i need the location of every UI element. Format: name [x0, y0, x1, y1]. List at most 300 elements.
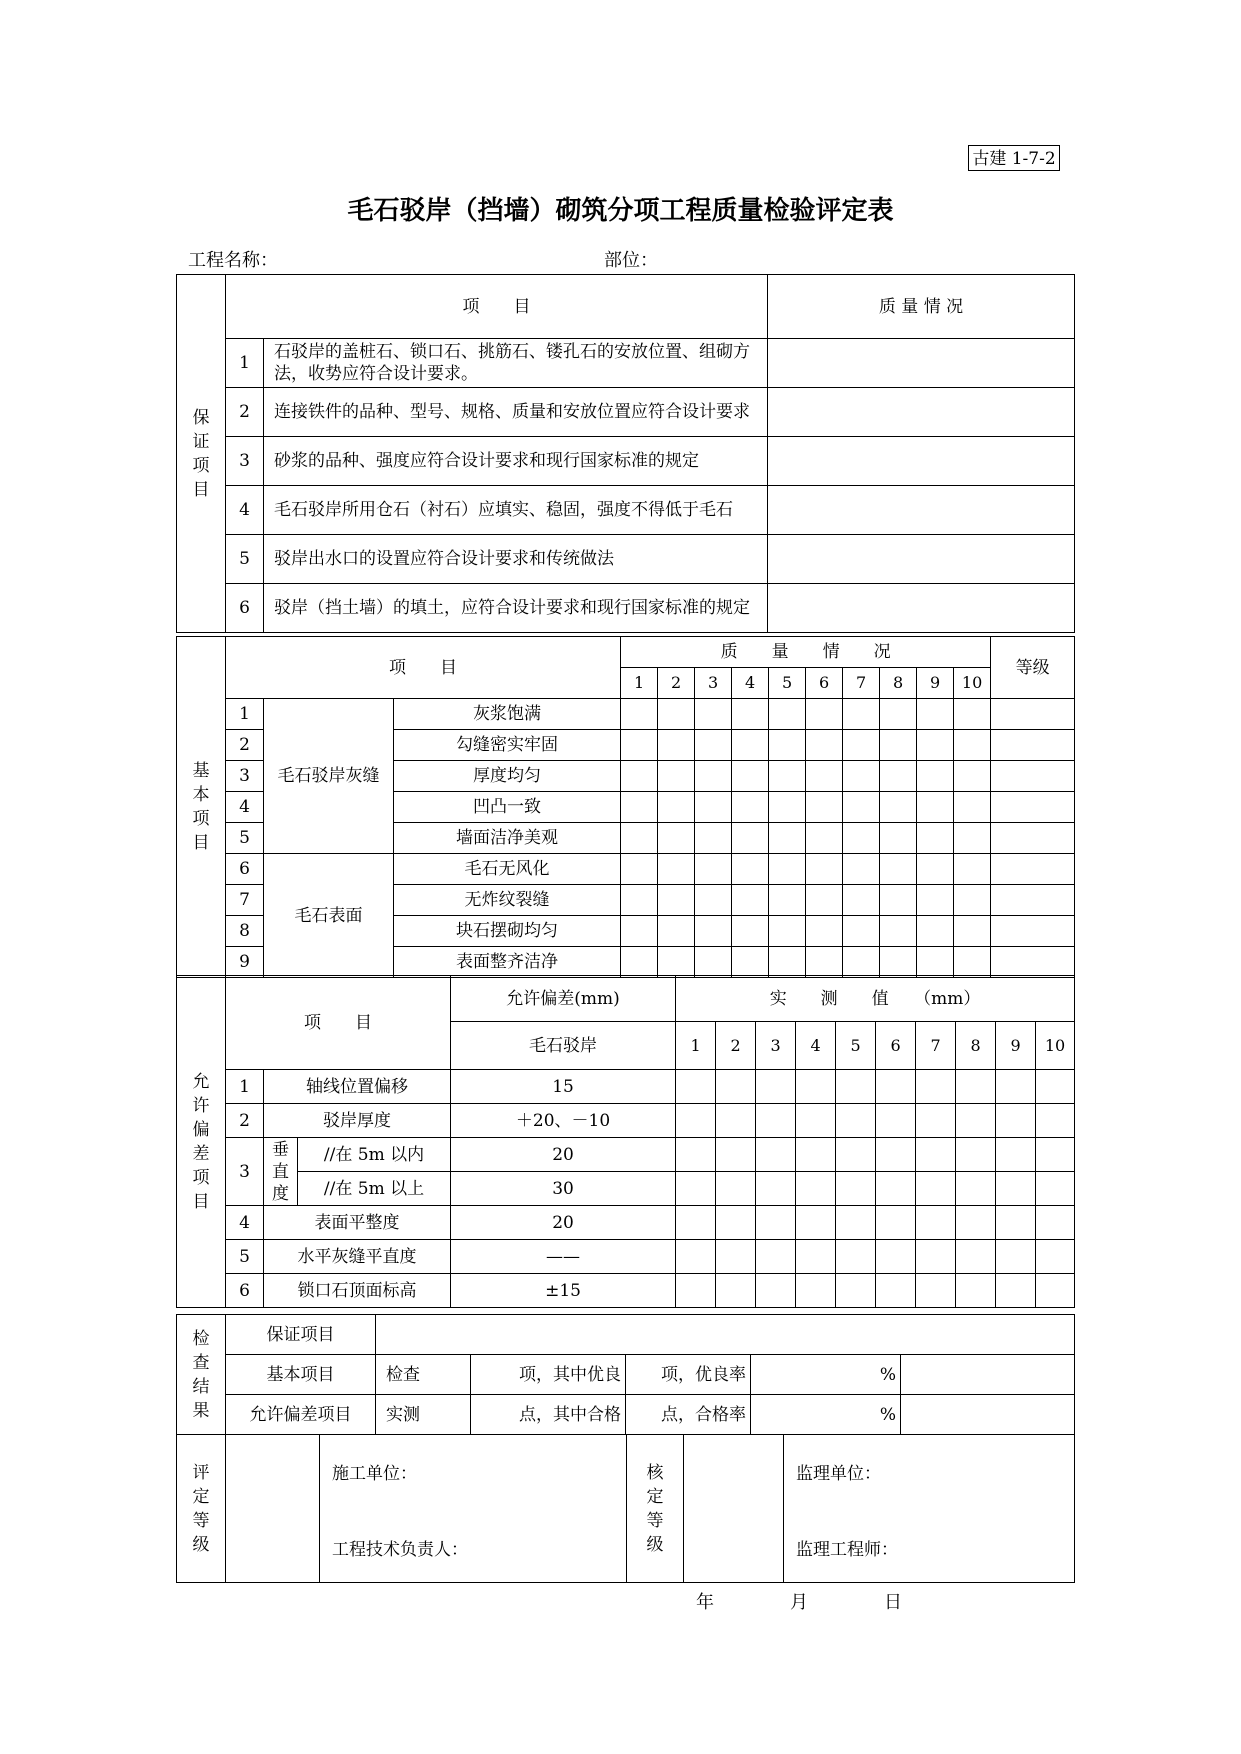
measured-cell[interactable]	[1036, 1070, 1075, 1104]
quality-cell[interactable]	[880, 947, 917, 978]
quality-cell[interactable]	[769, 947, 806, 978]
quality-cell[interactable]	[695, 761, 732, 792]
tolerance-value: 30	[451, 1172, 676, 1206]
basic-col-header: 3	[695, 668, 732, 699]
table-row	[177, 584, 1075, 633]
quality-cell[interactable]	[732, 885, 769, 916]
form-code: 古建 1-7-2	[968, 145, 1060, 171]
measured-cell[interactable]	[996, 1274, 1036, 1308]
table-row	[177, 1274, 1075, 1308]
table-row	[177, 1172, 1075, 1206]
construction-unit-label: 施工单位：	[332, 1464, 417, 1484]
inspection-basic-mid: 项，其中优良	[471, 1355, 626, 1395]
basic-col-header: 6	[806, 668, 843, 699]
basic-col-header: 1	[621, 668, 658, 699]
quality-cell[interactable]	[806, 730, 843, 761]
measured-cell[interactable]	[796, 1070, 836, 1104]
inspection-allowable-blank	[901, 1395, 1075, 1435]
inspection-basic-rate: 项，优良率	[626, 1355, 751, 1395]
measured-cell[interactable]	[716, 1274, 756, 1308]
quality-cell[interactable]	[658, 823, 695, 854]
quality-cell[interactable]	[621, 761, 658, 792]
measured-cell[interactable]	[956, 1240, 996, 1274]
item-no: 2	[226, 730, 264, 761]
quality-cell[interactable]	[768, 388, 1075, 437]
measured-cell[interactable]	[956, 1070, 996, 1104]
quality-cell[interactable]	[621, 792, 658, 823]
quality-cell[interactable]	[954, 885, 991, 916]
measured-cell[interactable]	[836, 1172, 876, 1206]
quality-cell[interactable]	[954, 916, 991, 947]
measured-cell[interactable]	[676, 1274, 716, 1308]
measured-cell[interactable]	[876, 1070, 916, 1104]
item-text: 墙面洁净美观	[394, 823, 621, 854]
measured-cell[interactable]	[876, 1104, 916, 1138]
measured-cell[interactable]	[956, 1206, 996, 1240]
measured-cell[interactable]	[1036, 1172, 1075, 1206]
measured-cell[interactable]	[916, 1172, 956, 1206]
item-no: 5	[226, 823, 264, 854]
evaluation-grade-label: 评 定 等 级	[177, 1435, 226, 1583]
measured-cell[interactable]	[996, 1138, 1036, 1172]
measured-cell[interactable]	[996, 1070, 1036, 1104]
grade-cell[interactable]	[991, 947, 1075, 978]
item-no: 6	[226, 584, 264, 633]
quality-cell[interactable]	[732, 854, 769, 885]
quality-cell[interactable]	[917, 699, 954, 730]
quality-cell[interactable]	[658, 916, 695, 947]
quality-cell[interactable]	[732, 730, 769, 761]
measured-cell[interactable]	[756, 1104, 796, 1138]
measured-col-header: 8	[956, 1022, 996, 1070]
quality-cell[interactable]	[954, 761, 991, 792]
quality-cell[interactable]	[621, 885, 658, 916]
measured-cell[interactable]	[796, 1240, 836, 1274]
measured-cell[interactable]	[716, 1206, 756, 1240]
measured-cell[interactable]	[956, 1138, 996, 1172]
construction-signature	[320, 1435, 627, 1583]
quality-cell[interactable]	[695, 823, 732, 854]
measured-cell[interactable]	[756, 1172, 796, 1206]
basic-col-header: 5	[769, 668, 806, 699]
measured-cell[interactable]	[676, 1104, 716, 1138]
vertical-label: 垂 直 度	[264, 1138, 298, 1206]
quality-cell[interactable]	[954, 823, 991, 854]
quality-cell[interactable]	[658, 947, 695, 978]
quality-cell[interactable]	[917, 823, 954, 854]
quality-cell[interactable]	[954, 854, 991, 885]
measured-cell[interactable]	[916, 1206, 956, 1240]
grade-cell[interactable]	[991, 730, 1075, 761]
basic-group-surface: 毛石表面	[264, 854, 394, 978]
quality-cell[interactable]	[658, 792, 695, 823]
measured-cell[interactable]	[756, 1206, 796, 1240]
item-text: 表面平整度	[264, 1206, 451, 1240]
item-text: //在 5m 以内	[298, 1138, 451, 1172]
table-row	[177, 1240, 1075, 1274]
measured-cell[interactable]	[916, 1104, 956, 1138]
item-text: 水平灰缝平直度	[264, 1240, 451, 1274]
measured-cell[interactable]	[836, 1104, 876, 1138]
quality-cell[interactable]	[768, 486, 1075, 535]
date-month: 月	[790, 1592, 808, 1613]
quality-cell[interactable]	[695, 885, 732, 916]
item-no: 4	[226, 486, 264, 535]
allowable-item-header: 项 目	[226, 976, 451, 1070]
quality-cell[interactable]	[769, 916, 806, 947]
measured-cell[interactable]	[956, 1172, 996, 1206]
quality-cell[interactable]	[843, 761, 880, 792]
verify-grade-value[interactable]	[684, 1435, 784, 1583]
measured-col-header: 9	[996, 1022, 1036, 1070]
quality-cell[interactable]	[621, 947, 658, 978]
measured-cell[interactable]	[676, 1172, 716, 1206]
table-row	[177, 1395, 1075, 1435]
item-no: 4	[226, 792, 264, 823]
tech-lead-label: 工程技术负责人：	[332, 1540, 468, 1560]
measured-cell[interactable]	[676, 1240, 716, 1274]
quality-cell[interactable]	[732, 916, 769, 947]
inspection-guarantee-value[interactable]	[376, 1315, 1075, 1355]
measured-cell[interactable]	[756, 1240, 796, 1274]
measured-col-header: 4	[796, 1022, 836, 1070]
item-no: 5	[226, 1240, 264, 1274]
quality-cell[interactable]	[880, 916, 917, 947]
quality-cell[interactable]	[806, 792, 843, 823]
table-row	[177, 437, 1075, 486]
measured-cell[interactable]	[876, 1172, 916, 1206]
quality-cell[interactable]	[954, 699, 991, 730]
quality-cell[interactable]	[880, 699, 917, 730]
quality-cell[interactable]	[769, 792, 806, 823]
quality-cell[interactable]	[695, 916, 732, 947]
quality-cell[interactable]	[695, 947, 732, 978]
measured-col-header: 5	[836, 1022, 876, 1070]
table-row	[177, 1104, 1075, 1138]
quality-cell[interactable]	[843, 730, 880, 761]
quality-cell[interactable]	[806, 916, 843, 947]
quality-cell[interactable]	[732, 699, 769, 730]
tolerance-header: 允许偏差(mm)	[451, 976, 676, 1022]
item-no: 9	[226, 947, 264, 978]
quality-cell[interactable]	[732, 761, 769, 792]
quality-cell[interactable]	[732, 792, 769, 823]
table-row	[177, 486, 1075, 535]
quality-cell[interactable]	[880, 792, 917, 823]
quality-cell[interactable]	[732, 823, 769, 854]
item-text: 毛石无风化	[394, 854, 621, 885]
quality-cell[interactable]	[917, 854, 954, 885]
grade-cell[interactable]	[991, 823, 1075, 854]
supervision-engineer-label: 监理工程师：	[796, 1540, 898, 1560]
grade-cell[interactable]	[991, 854, 1075, 885]
basic-quality-header: 质 量 情 况	[621, 637, 991, 668]
basic-col-header: 4	[732, 668, 769, 699]
quality-cell[interactable]	[917, 916, 954, 947]
basic-col-header: 9	[917, 668, 954, 699]
quality-cell[interactable]	[917, 730, 954, 761]
supervision-signature	[784, 1435, 1075, 1583]
item-no: 5	[226, 535, 264, 584]
measured-cell[interactable]	[996, 1172, 1036, 1206]
quality-cell[interactable]	[917, 885, 954, 916]
measured-cell[interactable]	[1036, 1104, 1075, 1138]
quality-cell[interactable]	[658, 761, 695, 792]
table-row	[177, 1355, 1075, 1395]
tolerance-value: 20	[451, 1138, 676, 1172]
page-title: 毛石驳岸（挡墙）砌筑分项工程质量检验评定表	[347, 196, 894, 226]
inspection-allowable-check: 实测	[376, 1395, 471, 1435]
quality-cell[interactable]	[769, 761, 806, 792]
quality-cell[interactable]	[917, 947, 954, 978]
quality-cell[interactable]	[806, 699, 843, 730]
quality-cell[interactable]	[880, 854, 917, 885]
quality-cell[interactable]	[769, 823, 806, 854]
measured-cell[interactable]	[916, 1274, 956, 1308]
inspection-allowable-percent: %	[751, 1395, 901, 1435]
table-row	[177, 699, 1075, 730]
measured-cell[interactable]	[796, 1274, 836, 1308]
measured-cell[interactable]	[836, 1274, 876, 1308]
item-text: 灰浆饱满	[394, 699, 621, 730]
quality-cell[interactable]	[954, 792, 991, 823]
item-no: 2	[226, 388, 264, 437]
measured-cell[interactable]	[676, 1206, 716, 1240]
quality-cell[interactable]	[621, 854, 658, 885]
measured-cell[interactable]	[956, 1104, 996, 1138]
measured-col-header: 3	[756, 1022, 796, 1070]
basic-table	[176, 636, 1075, 978]
measured-cell[interactable]	[836, 1138, 876, 1172]
measured-col-header: 1	[676, 1022, 716, 1070]
item-text: 块石摆砌均匀	[394, 916, 621, 947]
quality-cell[interactable]	[769, 699, 806, 730]
measured-cell[interactable]	[756, 1274, 796, 1308]
quality-cell[interactable]	[843, 699, 880, 730]
quality-cell[interactable]	[769, 730, 806, 761]
measured-cell[interactable]	[1036, 1138, 1075, 1172]
measured-cell[interactable]	[1036, 1206, 1075, 1240]
item-text: //在 5m 以上	[298, 1172, 451, 1206]
quality-cell[interactable]	[621, 823, 658, 854]
quality-cell[interactable]	[843, 854, 880, 885]
inspection-allowable-mid: 点，其中合格	[471, 1395, 626, 1435]
measured-cell[interactable]	[876, 1206, 916, 1240]
item-text: 驳岸厚度	[264, 1104, 451, 1138]
quality-cell[interactable]	[806, 823, 843, 854]
quality-cell[interactable]	[843, 823, 880, 854]
measured-cell[interactable]	[876, 1240, 916, 1274]
guarantee-quality-header: 质 量 情 况	[768, 275, 1075, 339]
measured-cell[interactable]	[836, 1070, 876, 1104]
quality-cell[interactable]	[695, 730, 732, 761]
quality-cell[interactable]	[658, 854, 695, 885]
measured-cell[interactable]	[716, 1138, 756, 1172]
quality-cell[interactable]	[843, 947, 880, 978]
measured-cell[interactable]	[876, 1274, 916, 1308]
tolerance-value: 20	[451, 1206, 676, 1240]
quality-cell[interactable]	[695, 854, 732, 885]
quality-cell[interactable]	[768, 535, 1075, 584]
quality-cell[interactable]	[880, 823, 917, 854]
date-year: 年	[696, 1592, 714, 1613]
inspection-table	[176, 1314, 1075, 1435]
basic-group-mortar: 毛石驳岸灰缝	[264, 699, 394, 854]
quality-cell[interactable]	[880, 730, 917, 761]
quality-cell[interactable]	[880, 885, 917, 916]
measured-cell[interactable]	[876, 1138, 916, 1172]
quality-cell[interactable]	[658, 730, 695, 761]
allowable-section-label: 允 许 偏 差 项 目	[177, 976, 226, 1308]
tolerance-value: ＋20、－10	[451, 1104, 676, 1138]
measured-cell[interactable]	[796, 1104, 836, 1138]
measured-cell[interactable]	[716, 1172, 756, 1206]
item-no: 3	[226, 437, 264, 486]
quality-cell[interactable]	[880, 761, 917, 792]
item-no: 3	[226, 1138, 264, 1206]
quality-cell[interactable]	[768, 437, 1075, 486]
quality-cell[interactable]	[769, 854, 806, 885]
measured-cell[interactable]	[916, 1240, 956, 1274]
measured-cell[interactable]	[716, 1070, 756, 1104]
inspection-section-label: 检 查 结 果	[177, 1315, 226, 1435]
item-text: 无炸纹裂缝	[394, 885, 621, 916]
measured-col-header: 10	[1036, 1022, 1075, 1070]
quality-cell[interactable]	[621, 916, 658, 947]
table-row	[177, 854, 1075, 885]
basic-col-header: 10	[954, 668, 991, 699]
measured-cell[interactable]	[716, 1240, 756, 1274]
table-row	[177, 1206, 1075, 1240]
table-row	[177, 339, 1075, 388]
measured-cell[interactable]	[796, 1172, 836, 1206]
supervision-unit-label: 监理单位：	[796, 1464, 881, 1484]
measured-cell[interactable]	[836, 1240, 876, 1274]
quality-cell[interactable]	[806, 761, 843, 792]
tolerance-sub: 毛石驳岸	[451, 1022, 676, 1070]
item-text: 驳岸（挡土墙）的填土，应符合设计要求和现行国家标准的规定	[264, 584, 768, 633]
tolerance-value: 15	[451, 1070, 676, 1104]
measured-col-header: 6	[876, 1022, 916, 1070]
quality-cell[interactable]	[843, 916, 880, 947]
verify-grade-label: 核 定 等 级	[627, 1435, 684, 1583]
item-no: 6	[226, 1274, 264, 1308]
quality-cell[interactable]	[806, 854, 843, 885]
item-text: 连接铁件的品种、型号、规格、质量和安放位置应符合设计要求	[264, 388, 768, 437]
basic-section-label: 基 本 项 目	[177, 637, 226, 978]
measured-cell[interactable]	[756, 1070, 796, 1104]
inspection-allowable-rate: 点，合格率	[626, 1395, 751, 1435]
quality-cell[interactable]	[769, 885, 806, 916]
item-text: 锁口石顶面标高	[264, 1274, 451, 1308]
measured-cell[interactable]	[916, 1070, 956, 1104]
basic-grade-header: 等级	[991, 637, 1075, 699]
quality-cell[interactable]	[806, 947, 843, 978]
item-no: 6	[226, 854, 264, 885]
measured-cell[interactable]	[1036, 1274, 1075, 1308]
item-text: 砂浆的品种、强度应符合设计要求和现行国家标准的规定	[264, 437, 768, 486]
quality-cell[interactable]	[954, 730, 991, 761]
quality-cell[interactable]	[843, 792, 880, 823]
measured-cell[interactable]	[676, 1070, 716, 1104]
item-no: 1	[226, 339, 264, 388]
quality-cell[interactable]	[732, 947, 769, 978]
measured-cell[interactable]	[796, 1206, 836, 1240]
measured-cell[interactable]	[716, 1104, 756, 1138]
measured-cell[interactable]	[956, 1274, 996, 1308]
evaluation-grade-value[interactable]	[226, 1435, 320, 1583]
measured-cell[interactable]	[996, 1240, 1036, 1274]
item-text: 石驳岸的盖桩石、锁口石、挑筋石、镂孔石的安放位置、组砌方法，收势应符合设计要求。	[264, 339, 768, 388]
item-no: 1	[226, 699, 264, 730]
item-no: 8	[226, 916, 264, 947]
basic-item-header: 项 目	[226, 637, 621, 699]
basic-col-header: 7	[843, 668, 880, 699]
measured-cell[interactable]	[1036, 1240, 1075, 1274]
table-row	[177, 535, 1075, 584]
quality-cell[interactable]	[695, 699, 732, 730]
quality-cell[interactable]	[768, 339, 1075, 388]
guarantee-section-label: 保 证 项 目	[177, 275, 226, 633]
item-text: 勾缝密实牢固	[394, 730, 621, 761]
measured-cell[interactable]	[796, 1138, 836, 1172]
location-label: 部位：	[604, 250, 658, 271]
item-text: 凹凸一致	[394, 792, 621, 823]
measured-col-header: 7	[916, 1022, 956, 1070]
quality-cell[interactable]	[621, 699, 658, 730]
inspection-basic-check: 检查	[376, 1355, 471, 1395]
item-no: 1	[226, 1070, 264, 1104]
guarantee-item-header: 项 目	[226, 275, 768, 339]
measured-cell[interactable]	[996, 1206, 1036, 1240]
measured-col-header: 2	[716, 1022, 756, 1070]
measured-cell[interactable]	[996, 1104, 1036, 1138]
table-row	[177, 1070, 1075, 1104]
item-text: 驳岸出水口的设置应符合设计要求和传统做法	[264, 535, 768, 584]
allowable-table	[176, 975, 1075, 1308]
quality-cell[interactable]	[658, 699, 695, 730]
item-text: 厚度均匀	[394, 761, 621, 792]
grade-cell[interactable]	[991, 885, 1075, 916]
quality-cell[interactable]	[768, 584, 1075, 633]
quality-cell[interactable]	[917, 792, 954, 823]
evaluation-table	[176, 1434, 1075, 1583]
table-row	[177, 1138, 1075, 1172]
inspection-basic-label: 基本项目	[226, 1355, 376, 1395]
basic-col-header: 8	[880, 668, 917, 699]
item-no: 7	[226, 885, 264, 916]
quality-cell[interactable]	[806, 885, 843, 916]
grade-cell[interactable]	[991, 761, 1075, 792]
inspection-basic-percent: %	[751, 1355, 901, 1395]
inspection-allowable-label: 允许偏差项目	[226, 1395, 376, 1435]
measured-cell[interactable]	[756, 1138, 796, 1172]
project-name-label: 工程名称：	[188, 250, 278, 271]
measured-cell[interactable]	[676, 1138, 716, 1172]
grade-cell[interactable]	[991, 699, 1075, 730]
grade-cell[interactable]	[991, 792, 1075, 823]
quality-cell[interactable]	[658, 885, 695, 916]
measured-cell[interactable]	[916, 1138, 956, 1172]
item-text: 毛石驳岸所用仓石（衬石）应填实、稳固，强度不得低于毛石	[264, 486, 768, 535]
quality-cell[interactable]	[621, 730, 658, 761]
grade-cell[interactable]	[991, 916, 1075, 947]
quality-cell[interactable]	[843, 885, 880, 916]
quality-cell[interactable]	[917, 761, 954, 792]
measured-cell[interactable]	[836, 1206, 876, 1240]
quality-cell[interactable]	[954, 947, 991, 978]
quality-cell[interactable]	[695, 792, 732, 823]
